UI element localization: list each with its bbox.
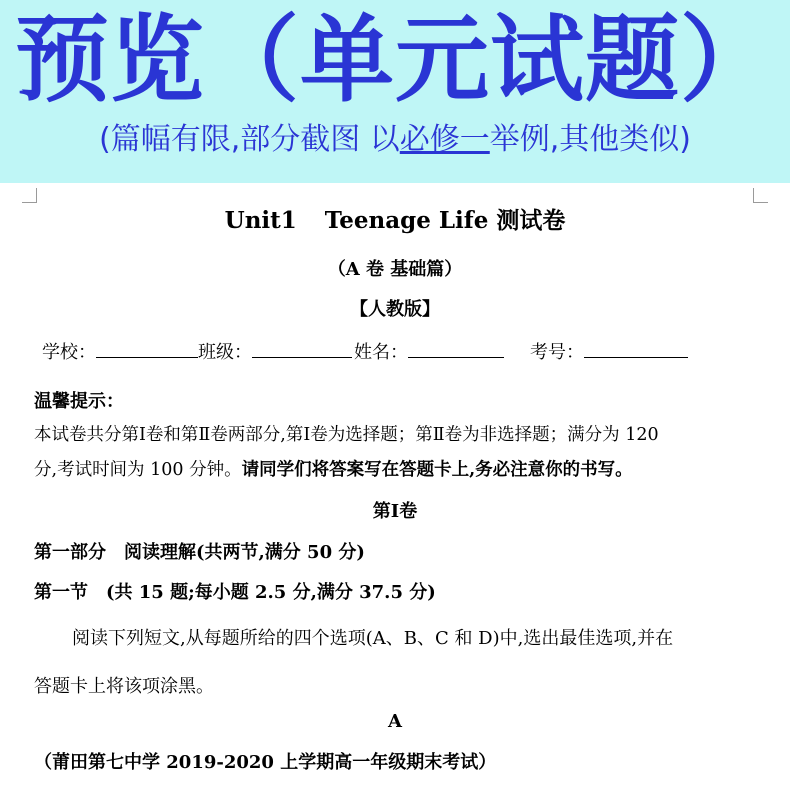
school-field	[42, 338, 198, 368]
preview-banner	[0, 0, 790, 183]
tip-line-2	[34, 455, 633, 485]
instruction-line-2: 答题卡上将该项涂黑。	[34, 676, 214, 697]
name-label: 姓名：	[354, 342, 408, 363]
class-blank	[252, 339, 352, 358]
title-name: Teenage Life 测试卷	[324, 207, 566, 234]
class-label: 班级：	[198, 342, 252, 363]
title-unit: Unit1	[224, 207, 297, 234]
banner-subtitle-link[interactable]: 必修一	[399, 122, 490, 157]
page-corner-mark-right	[753, 188, 768, 203]
exam-number-field	[530, 338, 688, 368]
tip-heading: 温馨提示：	[34, 391, 124, 412]
banner-subtitle	[0, 118, 790, 162]
class-field	[198, 338, 352, 368]
exam-number-label: 考号：	[530, 342, 584, 363]
tip-line-2-plain: 分,考试时间为 100 分钟。	[34, 460, 242, 480]
school-label: 学校：	[42, 342, 96, 363]
tip-line-1: 本试卷共分第Ⅰ卷和第Ⅱ卷两部分,第Ⅰ卷为选择题；第Ⅱ卷为非选择题；满分为 120	[34, 425, 659, 445]
document-subtitle-edition: （A 卷 基础篇）	[327, 259, 463, 280]
student-info-fields	[42, 338, 688, 368]
school-blank	[96, 339, 198, 358]
exam-number-blank	[584, 339, 688, 358]
banner-subtitle-suffix: 举例,其他类似)	[489, 122, 692, 157]
document-title	[0, 204, 790, 238]
part-heading: 第一部分 阅读理解(共两节,满分 50 分)	[34, 542, 365, 563]
name-field	[354, 338, 504, 368]
document-subtitle-publisher: 【人教版】	[350, 299, 440, 320]
instruction-line-1: 阅读下列短文,从每题所给的四个选项(A、B、C 和 D)中,选出最佳选项,并在	[72, 628, 674, 649]
volume-heading: 第Ⅰ卷	[372, 501, 418, 522]
passage-label: A	[388, 711, 402, 732]
banner-title: 预览（单元试题）	[14, 6, 775, 115]
page-corner-mark-left	[22, 188, 37, 203]
banner-subtitle-prefix: (篇幅有限,部分截图 以	[98, 122, 400, 157]
tip-line-2-bold: 请同学们将答案写在答题卡上,务必注意你的书写。	[241, 460, 633, 480]
name-blank	[408, 339, 504, 358]
passage-source: （莆田第七中学 2019-2020 上学期高一年级期末考试）	[34, 752, 497, 773]
section-heading: 第一节 (共 15 题;每小题 2.5 分,满分 37.5 分)	[34, 582, 436, 603]
